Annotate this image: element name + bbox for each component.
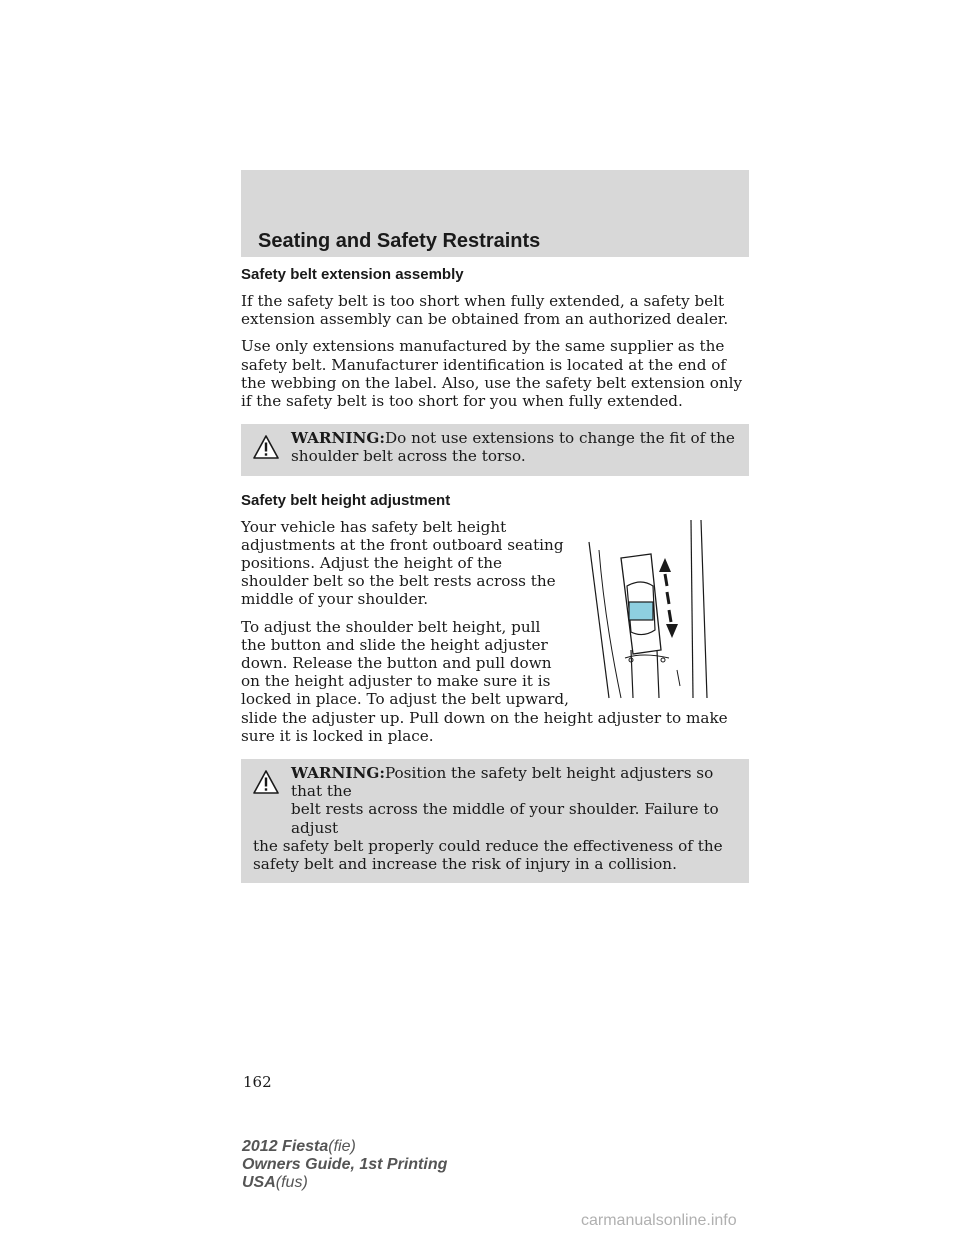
- main-content: [241, 266, 749, 899]
- warning-box-extension: [241, 424, 749, 475]
- paragraph-extension-1: If the safety belt is too short when fully extended, a safety belt extension assembly can be obtained from an authorized dealer.: [241, 292, 729, 329]
- footer-region: USA: [242, 1174, 276, 1191]
- footer-model-code: (fie): [328, 1138, 356, 1155]
- header-band: [241, 170, 749, 257]
- section-heading-height: Safety belt height adjustment: [241, 491, 451, 509]
- paragraph-height-2: To adjust the shoulder belt height, pull the button and slide the height adjuster down. Release the button and pull down on the height adjuster to make sure it is locked in place. To adjust the belt upward, slide the adjuster up. Pull down on the height adjuster to make sure it is locked in place.: [241, 617, 728, 745]
- section-heading-extension: Safety belt extension assembly: [241, 266, 464, 283]
- warning-text-line1: Position the safety belt height adjusters so that the: [291, 764, 714, 801]
- warning-text-rest: shoulder belt across the torso.: [291, 447, 526, 466]
- warning-triangle-icon: [253, 770, 279, 794]
- page-number: 162: [243, 1073, 272, 1091]
- belt-height-adjuster-illustration: [581, 520, 711, 700]
- footer-guide: Owners Guide, 1st Printing: [242, 1156, 448, 1173]
- warning-text-line1: Do not use extensions to change the fit of the: [384, 429, 735, 448]
- footer-region-code: (fus): [275, 1174, 308, 1191]
- page-title: Seating and Safety Restraints: [258, 230, 541, 252]
- footer-model: 2012 Fiesta: [242, 1138, 329, 1155]
- paragraph-extension-2: Use only extensions manufactured by the same supplier as the safety belt. Manufacturer identification is located at the end of the webbing on the label. Also, use the safety belt extension only if the safety belt is too short for you when fully extended.: [241, 337, 743, 411]
- watermark: carmanualsonline.info: [581, 1212, 737, 1229]
- warning-box-height: [241, 759, 749, 883]
- warning-label: WARNING:: [291, 429, 385, 448]
- paragraph-height-1: Your vehicle has safety belt height adjustments at the front outboard seating positions. Adjust the height of the shoulder belt so the belt rests across the middle of your shoulder.: [241, 517, 564, 609]
- footer-print-info: [242, 1138, 447, 1192]
- warning-text-line2: belt rests across the middle of your shoulder. Failure to adjust: [291, 800, 719, 837]
- warning-label: WARNING:: [291, 764, 385, 783]
- warning-triangle-icon: [253, 435, 279, 459]
- warning-text-rest: the safety belt properly could reduce the effectiveness of the safety belt and increase the risk of injury in a collision.: [253, 836, 723, 874]
